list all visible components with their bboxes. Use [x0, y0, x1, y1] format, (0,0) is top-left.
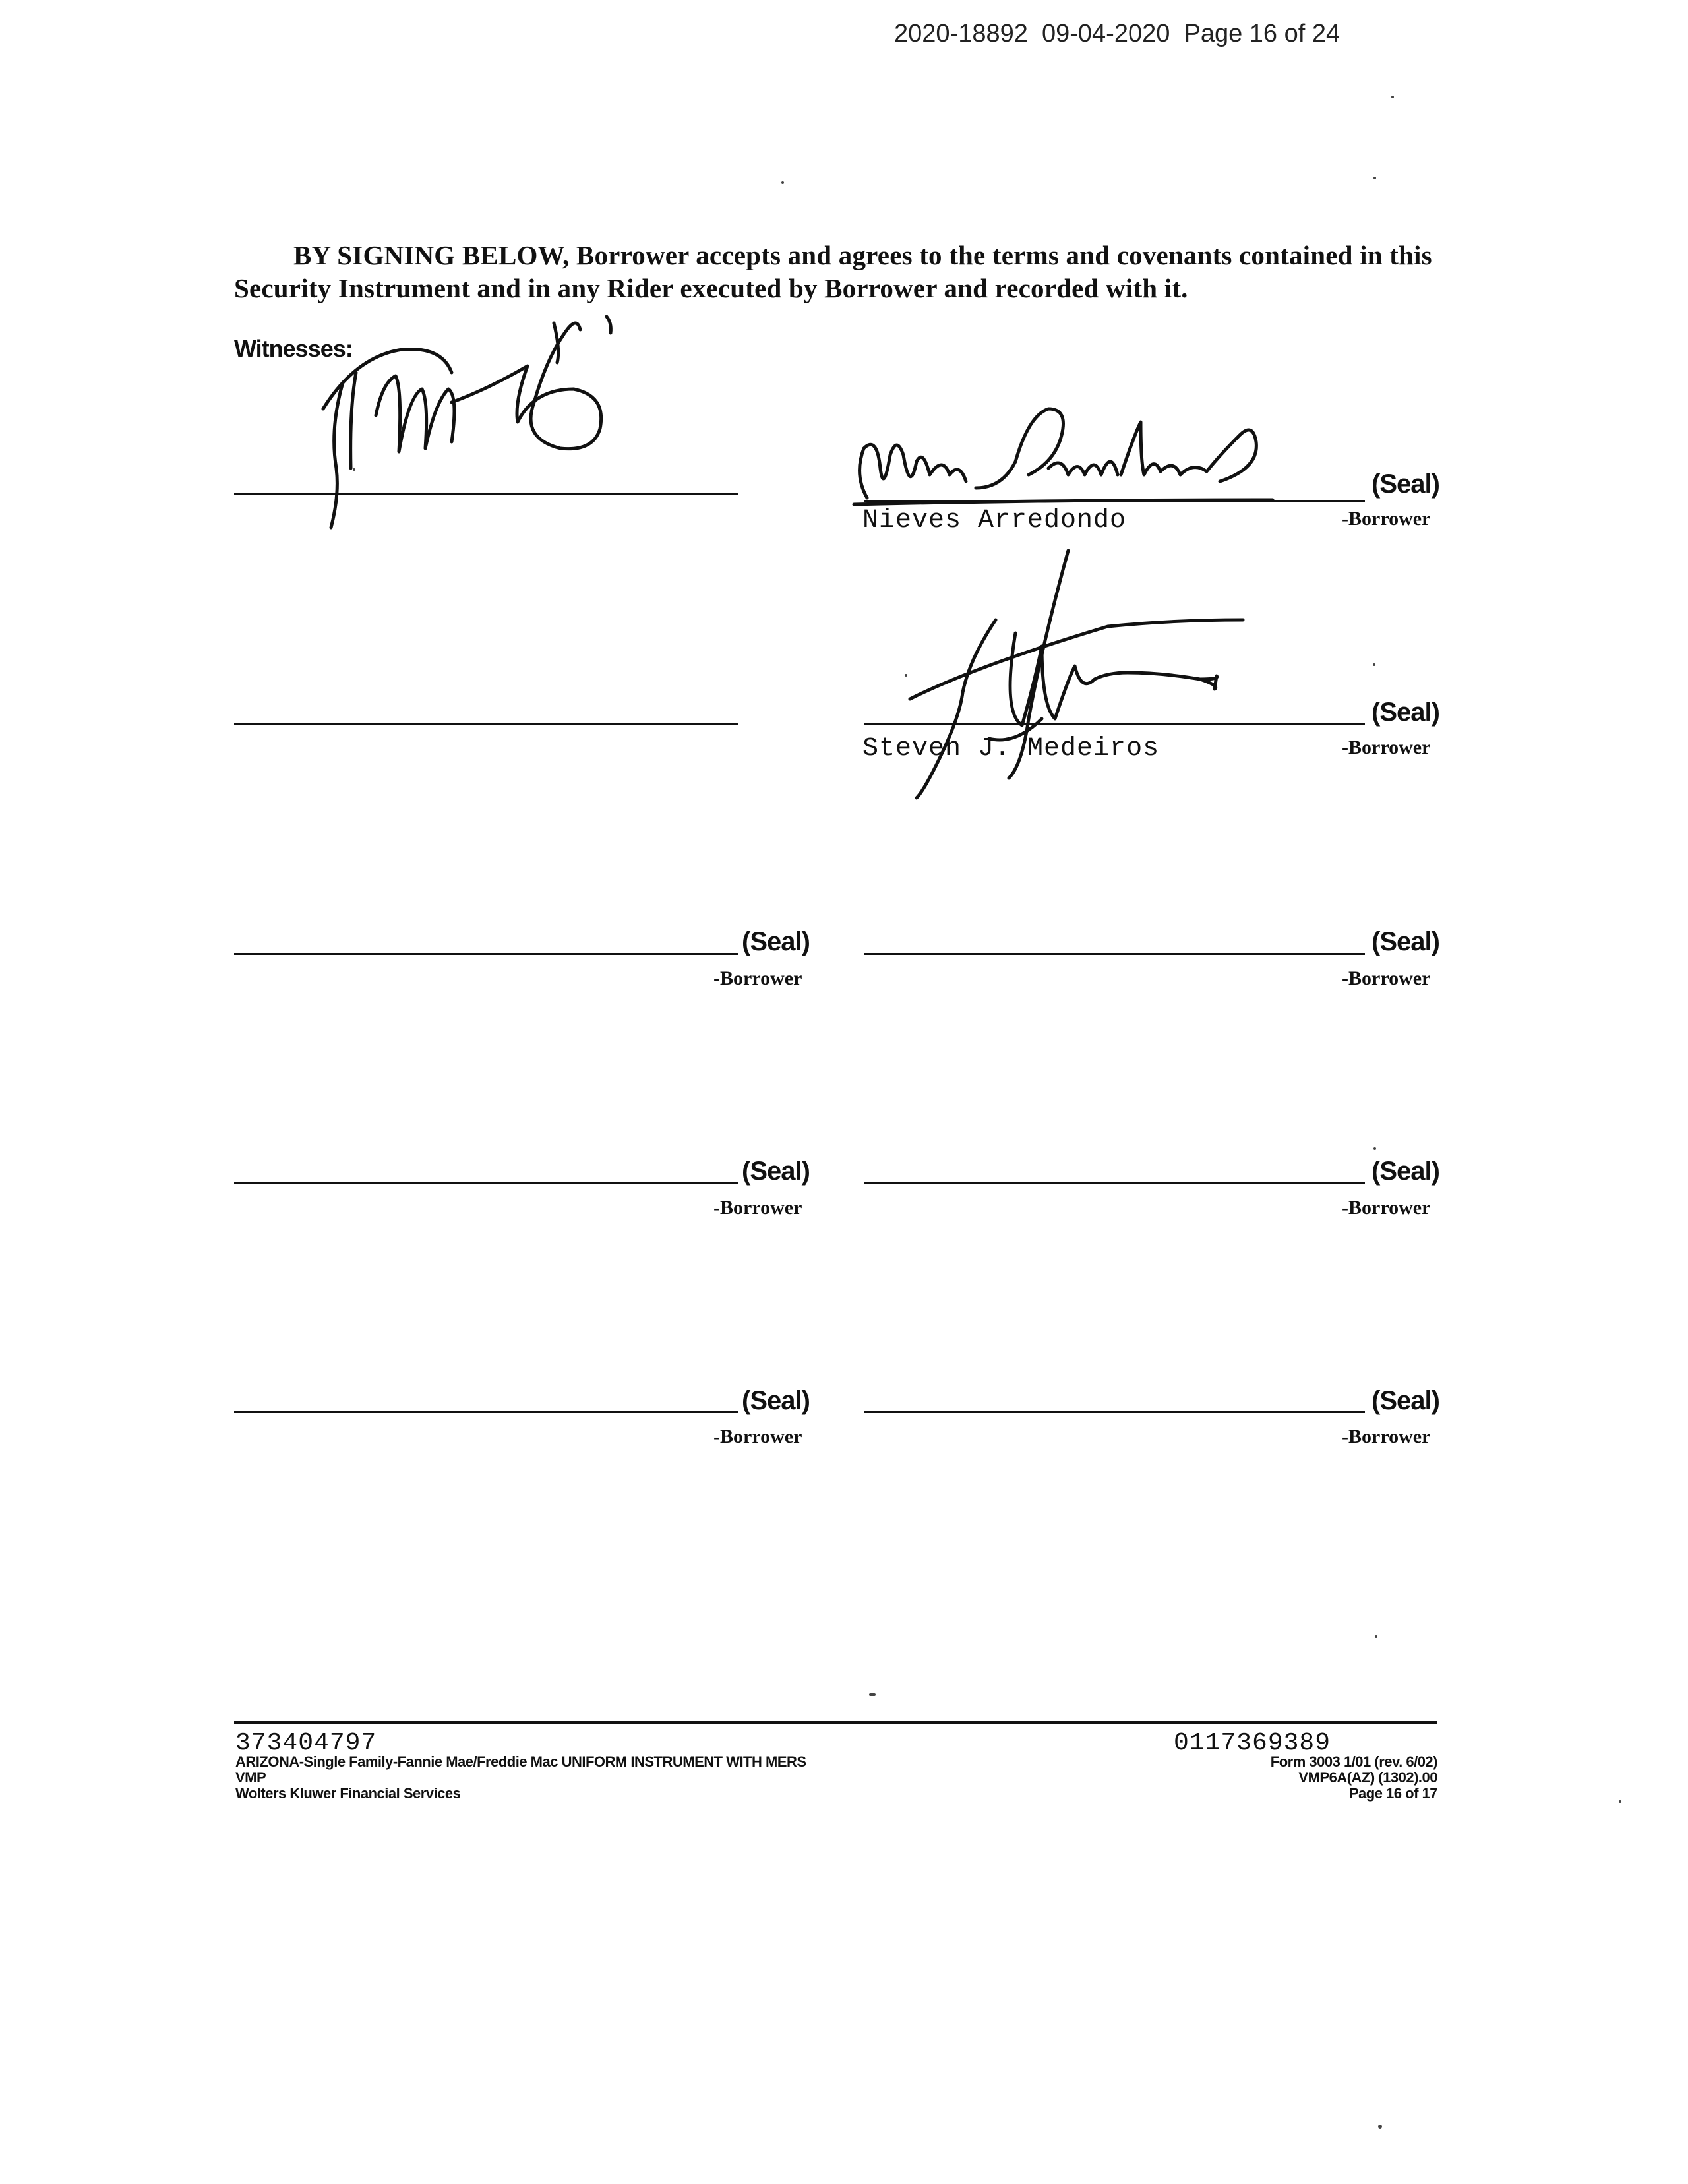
footer-vmp-code: VMP6A(AZ) (1302).00: [1298, 1769, 1437, 1786]
footer-form-codes: [1088, 1754, 1437, 1802]
borrower-2-signature-line: [864, 723, 1365, 725]
borrower-7-signature-line: [234, 1411, 738, 1413]
borrower-8-seal-label: (Seal): [1372, 1386, 1439, 1415]
borrower-6-borrower-label: -Borrower: [1342, 1197, 1431, 1219]
borrower-1-borrower-label: -Borrower: [1342, 508, 1431, 530]
borrower-2-borrower-label: -Borrower: [1342, 737, 1431, 758]
witness-line-1: [234, 493, 738, 495]
footer-vmp: VMP: [235, 1769, 266, 1786]
borrower-3-signature-line: [234, 953, 738, 955]
borrower-7-borrower-label: -Borrower: [713, 1426, 802, 1447]
borrower-1-seal-label: (Seal): [1372, 470, 1439, 499]
footer-form-description: [235, 1754, 1027, 1802]
witnesses-label: Witnesses:: [234, 335, 353, 362]
borrower-2-seal-label: (Seal): [1372, 698, 1439, 727]
signing-statement: [234, 239, 1441, 305]
footer-form-title: ARIZONA-Single Family-Fannie Mae/Freddie Mac UNIFORM INSTRUMENT WITH MERS: [235, 1753, 806, 1770]
footer-rule: [234, 1721, 1437, 1724]
witness-line-2: [234, 723, 738, 725]
borrower-6-seal-label: (Seal): [1372, 1157, 1439, 1186]
borrower-7-seal-label: (Seal): [742, 1386, 810, 1415]
footer-publisher: Wolters Kluwer Financial Services: [235, 1785, 461, 1802]
borrower-4-seal-label: (Seal): [1372, 927, 1439, 956]
witness-signature: [316, 310, 633, 534]
borrower-6-signature-line: [864, 1182, 1365, 1184]
borrower-8-borrower-label: -Borrower: [1342, 1426, 1431, 1447]
borrower-1-name: Nieves Arredondo: [862, 506, 1127, 535]
footer-loan-number-right: 0117369389: [1174, 1729, 1331, 1757]
signing-statement-lead: BY SIGNING BELOW,: [293, 240, 570, 270]
recording-header: 2020-18892 09-04-2020 Page 16 of 24: [894, 20, 1341, 47]
borrower-1-signature: [851, 396, 1273, 514]
borrower-4-signature-line: [864, 953, 1365, 955]
borrower-3-seal-label: (Seal): [742, 927, 810, 956]
borrower-1-signature-line: [864, 500, 1365, 502]
borrower-3-borrower-label: -Borrower: [713, 967, 802, 989]
borrower-5-borrower-label: -Borrower: [713, 1197, 802, 1219]
borrower-2-name: Steven J. Medeiros: [862, 734, 1160, 764]
borrower-4-borrower-label: -Borrower: [1342, 967, 1431, 989]
borrower-8-signature-line: [864, 1411, 1365, 1413]
footer-page-number: Page 16 of 17: [1348, 1785, 1437, 1802]
footer-loan-number-left: 373404797: [235, 1729, 377, 1757]
borrower-5-signature-line: [234, 1182, 738, 1184]
borrower-5-seal-label: (Seal): [742, 1157, 810, 1186]
signing-statement-text: Borrower accepts and agrees to the terms and covenants contained in this Security Instrument and in any Rider executed by Borrower and recorded with it.: [234, 240, 1432, 303]
footer-form-number: Form 3003 1/01 (rev. 6/02): [1270, 1753, 1437, 1770]
